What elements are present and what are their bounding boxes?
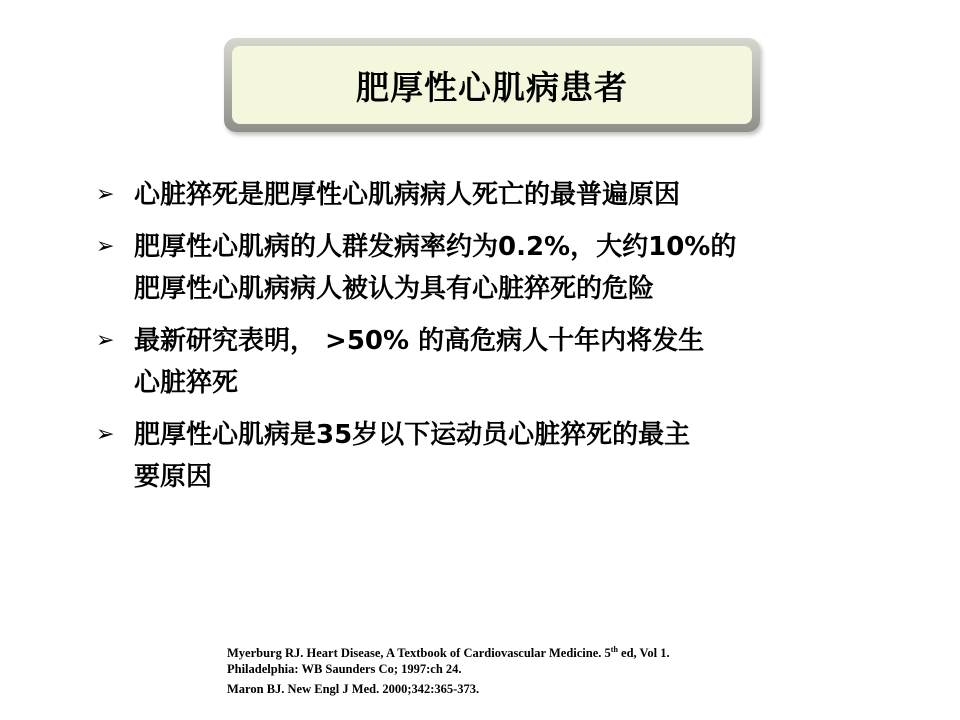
bullet-item xyxy=(96,414,896,498)
reference-1-text: Myerburg RJ. Heart Disease, A Textbook of Cardiovascular Medicine. 5 xyxy=(227,646,611,660)
reference-1-superscript: th xyxy=(610,644,618,654)
slide-title: 肥厚性心肌病患者 xyxy=(356,67,628,107)
arrow-bullet-icon: ➢ xyxy=(96,182,115,207)
bullet-line: 肥厚性心肌病是35岁以下运动员心脏猝死的最主 xyxy=(134,420,691,450)
reference-2: Maron BJ. New Engl J Med. 2000;342:365-373. xyxy=(227,682,480,696)
bullet-line: 心脏猝死 xyxy=(134,368,239,398)
reference-1-line-2: Philadelphia: WB Saunders Co; 1997:ch 24. xyxy=(227,662,462,676)
reference-1-text-end: ed, Vol 1. xyxy=(617,646,670,660)
bullet-line: 心脏猝死是肥厚性心肌病病人死亡的最普遍原因 xyxy=(134,180,681,210)
bullet-line: 要原因 xyxy=(134,462,213,492)
references xyxy=(227,645,670,697)
bullet-line: 最新研究表明， >50% 的高危病人十年内将发生 xyxy=(134,326,705,356)
title-box xyxy=(224,38,760,132)
arrow-bullet-icon: ➢ xyxy=(96,422,115,447)
arrow-bullet-icon: ➢ xyxy=(96,234,115,259)
bullet-list xyxy=(96,174,896,508)
bullet-line: 肥厚性心肌病病人被认为具有心脏猝死的危险 xyxy=(134,274,655,304)
bullet-line: 肥厚性心肌病的人群发病率约为0.2%，大约10%的 xyxy=(134,232,737,262)
title-inner xyxy=(232,46,752,124)
bullet-item xyxy=(96,174,896,216)
reference-1 xyxy=(227,645,670,661)
bullet-item xyxy=(96,320,896,404)
arrow-bullet-icon: ➢ xyxy=(96,328,115,353)
bullet-item xyxy=(96,226,896,310)
